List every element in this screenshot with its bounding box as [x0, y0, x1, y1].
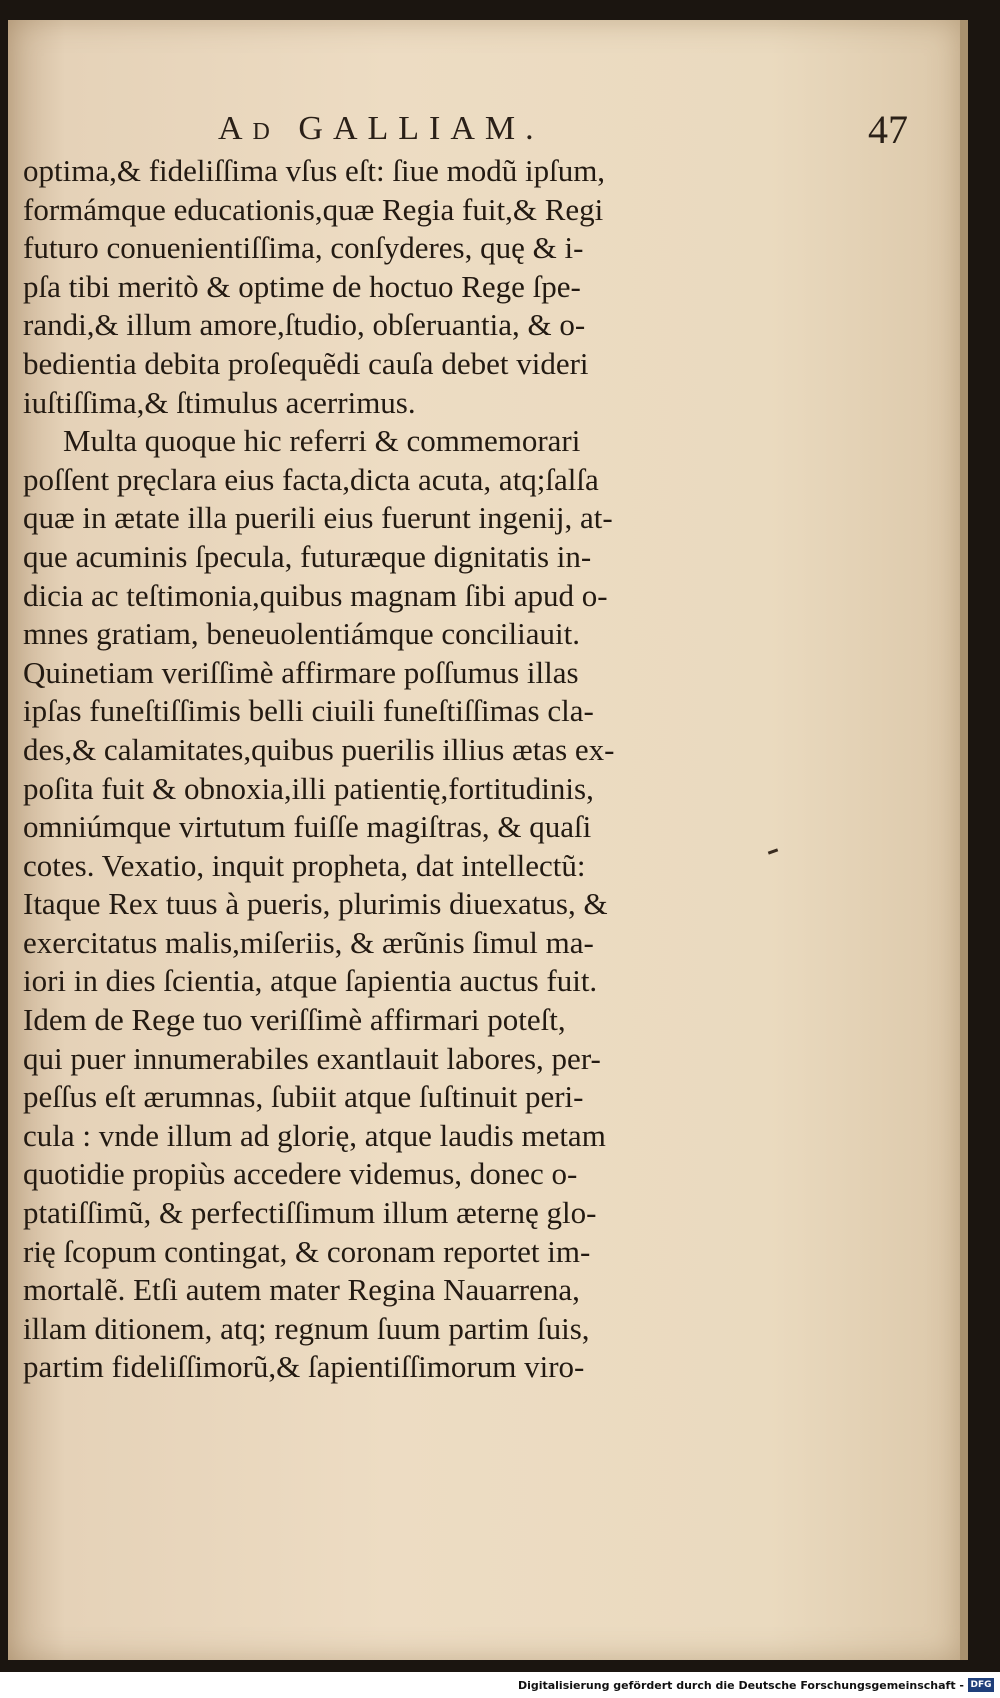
text-line: ipſas funeſtiſſimis belli ciuili funeſtiſſimas cla-	[23, 693, 594, 729]
text-line: que acuminis ſpecula, futuræque dignitatis in-	[23, 538, 592, 574]
paragraph-start-line: Multa quoque hic referri & commemorari	[63, 423, 581, 459]
running-title: Ad GALLIAM.	[218, 110, 544, 147]
text-line: poſita fuit & obnoxia,illi patientię,fortitudinis,	[23, 770, 594, 806]
text-line: iori in dies ſcientia, atque ſapientia auctus fuit.	[23, 963, 598, 999]
text-line: mortalẽ. Etſi autem mater Regina Nauarrena,	[23, 1272, 580, 1308]
text-line: qui puer innumerabiles exantlauit labores, per-	[23, 1040, 601, 1076]
text-line: randi,& illum amore,ſtudio, obſeruantia, & o-	[23, 307, 586, 343]
margin-ink-mark	[768, 848, 778, 854]
text-line: optima,& fideliſſima vſus eſt: ſiue modũ ipſum,	[23, 153, 606, 188]
text-line: iuſtiſſima,& ſtimulus acerrimus.	[23, 384, 416, 420]
text-line: ptatiſſimũ, & perfectiſſimum illum æternę glo-	[23, 1195, 597, 1231]
text-line: dicia ac teſtimonia,quibus magnam ſibi apud o-	[23, 577, 608, 613]
text-line: pſa tibi meritò & optime de hoctuo Rege ſpe-	[23, 268, 581, 304]
text-line: mnes gratiam, beneuolentiámque conciliauit.	[23, 616, 580, 652]
text-line: omniúmque virtutum fuiſſe magiſtras, & quaſi	[23, 809, 592, 845]
text-line: partim fideliſſimorũ,& ſapientiſſimorum viro-	[23, 1349, 585, 1385]
text-line: cotes. Vexatio, inquit propheta, dat intellectũ:	[23, 847, 586, 883]
text-line: des,& calamitates,quibus puerilis illius ætas ex-	[23, 731, 615, 767]
text-line: quotidie propiùs accedere videmus, donec o-	[23, 1156, 578, 1192]
text-line: cula : vnde illum ad glorię, atque laudis metam	[23, 1117, 606, 1153]
footer-credit: Digitalisierung gefördert durch die Deutsche Forschungsgemeinschaft -	[517, 1679, 964, 1692]
text-line: bedientia debita proſequẽdi cauſa debet videri	[23, 345, 589, 381]
text-line: illam ditionem, atq; regnum ſuum partim ſuis,	[23, 1310, 590, 1346]
text-line: Idem de Rege tuo veriſſimè affirmari poteſt,	[23, 1002, 566, 1038]
page-edge	[960, 20, 968, 1660]
text-line: Quinetiam veriſſimè affirmare poſſumus illas	[23, 654, 579, 690]
text-line: rię ſcopum contingat, & coronam reportet im-	[23, 1233, 591, 1269]
dfg-logo-icon: DFG	[968, 1678, 994, 1692]
text-line: futuro conuenientiſſima, conſyderes, quę & i-	[23, 230, 584, 266]
running-head	[188, 98, 908, 158]
text-line: formámque educationis,quæ Regia fuit,& Regi	[23, 191, 604, 227]
text-line: exercitatus malis,miſeriis, & ærũnis ſimul ma-	[23, 924, 594, 960]
footer-bar	[0, 1672, 1000, 1698]
text-line: Itaque Rex tuus à pueris, plurimis diuexatus, &	[23, 886, 608, 922]
text-line: poſſent pręclara eius facta,dicta acuta, atq;ſalſa	[23, 461, 599, 497]
page-number: 47	[868, 107, 908, 152]
body-text	[23, 152, 743, 1387]
book-page	[8, 20, 960, 1660]
text-line: peſſus eſt ærumnas, ſubiit atque ſuſtinuit peri-	[23, 1079, 584, 1115]
text-line: quæ in ætate illa puerili eius fuerunt ingenij, at-	[23, 500, 613, 536]
